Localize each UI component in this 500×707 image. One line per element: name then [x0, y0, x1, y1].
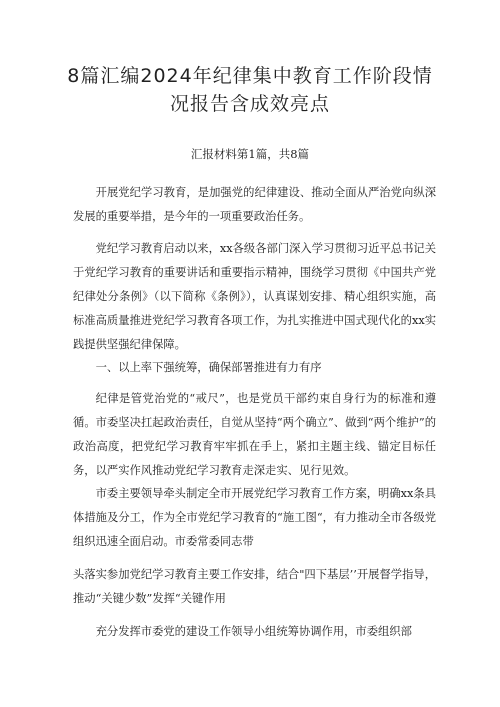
- paragraph-coordination: 充分发挥市委党的建设工作领导小组统筹协调作用，市委组织部: [95, 625, 412, 638]
- paragraph-leadership: 市委主要领导牵头制定全市开展党纪学习教育工作方案，明确xx条具体措施及分工，作为全市党纪学习教育的“施工图“，有力推动全市各级党组织迅速全面启动。市委常委同志带: [73, 487, 436, 548]
- paragraph-intro: 开展党纪学习教育，是加强党的纪律建设、推动全面从严治党向纵深发展的重要举措，是今年的一项重要政治任务。: [73, 186, 436, 223]
- paragraph-discipline: 纪律是管党治党的“戒尺”，也是党员干部约束自身行为的标准和遵循。市委坚决扛起政治责任，自觉从坚持“两个确立”、做到“两个维护”的政治高度，把党纪学习教育牢牢抓在手上，紧扣主题主线、锚定目标任务，以严实作风推动党纪学习教育走深走实、见行见效。: [73, 392, 436, 477]
- document-title: 8篇汇编2024年纪律集中教育工作阶段情况报告含成效亮点: [67, 65, 433, 115]
- paragraph-continuation: 头落实参加党纪学习教育主要工作安排，结合"四下基层’’开展督学指导，推动“关键少数”发挥“关键作用: [73, 568, 436, 605]
- document-subtitle: 汇报材料第1篇，共8篇: [190, 147, 310, 161]
- paragraph-background: 党纪学习教育启动以来，xx各级各部门深入学习贯彻习近平总书记关于党纪学习教育的重要讲话和重要指示精神，围绕学习贯彻《中国共产党纪律处分条例》（以下简称《条例》），认真谋划安排、精心组织实施，高标准高质量推进党纪学习教育各项工作，为扎实推进中国式现代化的xx实践提供坚强纪律保障。: [73, 242, 436, 351]
- section-heading-1: 一、以上率下强统筹，确保部署推进有力有序: [95, 361, 322, 374]
